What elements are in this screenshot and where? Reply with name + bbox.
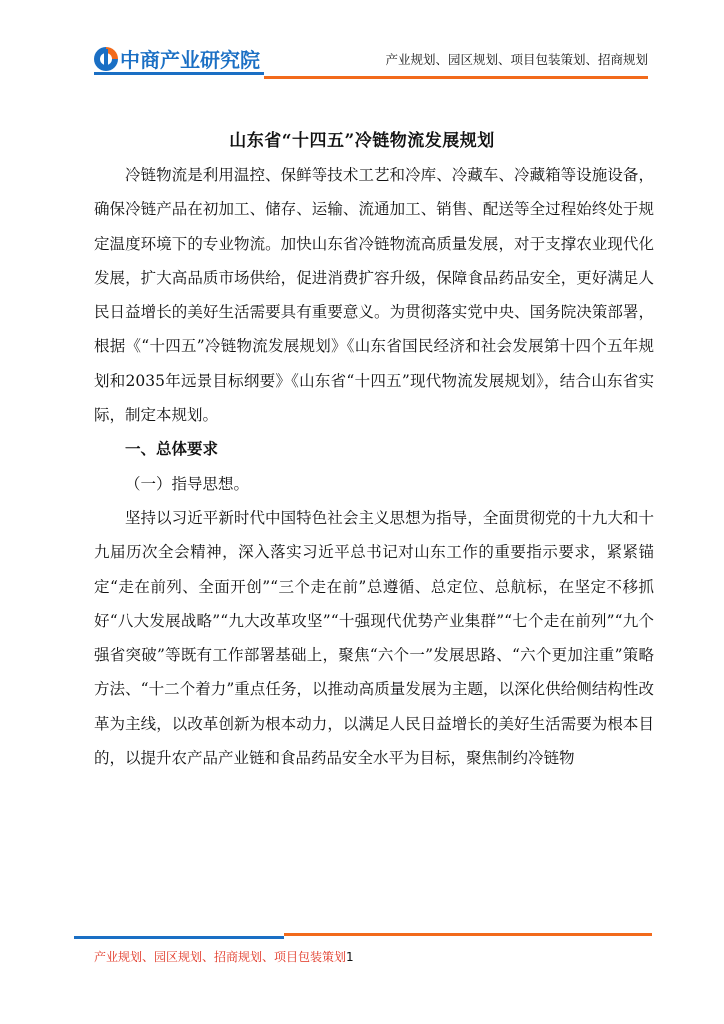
page-number: 1 [346, 950, 354, 964]
footer-divider-blue [74, 936, 284, 939]
section-heading: 一、总体要求 [125, 439, 219, 459]
footer-divider-orange [284, 933, 652, 936]
intro-paragraph: 冷链物流是利用温控、保鲜等技术工艺和冷库、冷藏车、冷藏箱等设施设备，确保冷链产品在初加工、储存、运输、流通加工、销售、配送等全过程始终处于规定温度环境下的专业物流。加快山东省冷链物流高质量发展，对于支撑农业现代化发展，扩大高品质市场供给，促进消费扩容升级，保障食品药品安全，更好满足人民日益增长的美好生活需要具有重要意义。为贯彻落实党中央、国务院决策部署，根据《“十四五”冷链物流发展规划》《山东省国民经济和社会发展第十四个五年规划和2035年远景目标纲要》《山东省“十四五”现代物流发展规划》，结合山东省实际，制定本规划。 [94, 166, 654, 425]
logo [94, 44, 260, 73]
logo-text: 中商产业研究院 [120, 48, 260, 72]
page-title: 山东省“十四五”冷链物流发展规划 [229, 131, 495, 151]
header-divider-blue [94, 72, 264, 75]
logo-icon [94, 47, 118, 71]
footer-text: 产业规划、园区规划、招商规划、项目包装策划 [94, 950, 347, 964]
page-footer [94, 948, 354, 965]
subsection-heading: （一）指导思想。 [125, 474, 250, 493]
document-body [94, 158, 654, 775]
page-header [0, 0, 724, 80]
header-divider-orange [264, 76, 648, 79]
body-paragraph: 坚持以习近平新时代中国特色社会主义思想为指导，全面贯彻党的十九大和十九届历次全会精神，深入落实习近平总书记对山东工作的重要指示要求，紧紧锚定“走在前列、全面开创”“三个走在前”总遵循、总定位、总航标，在坚定不移抓好“八大发展战略”“九大改革攻坚”“十强现代优势产业集群”“七个走在前列”“九个强省突破”等既有工作部署基础上，聚焦“六个一”发展思路、“六个更加注重”策略方法、“十二个着力”重点任务，以推动高质量发展为主题，以深化供给侧结构性改革为主线，以改革创新为根本动力，以满足人民日益增长的美好生活需要为根本目的，以提升农产品产业链和食品药品安全水平为目标，聚焦制约冷链物 [94, 508, 654, 768]
header-tagline: 产业规划、园区规划、项目包装策划、招商规划 [385, 52, 648, 67]
